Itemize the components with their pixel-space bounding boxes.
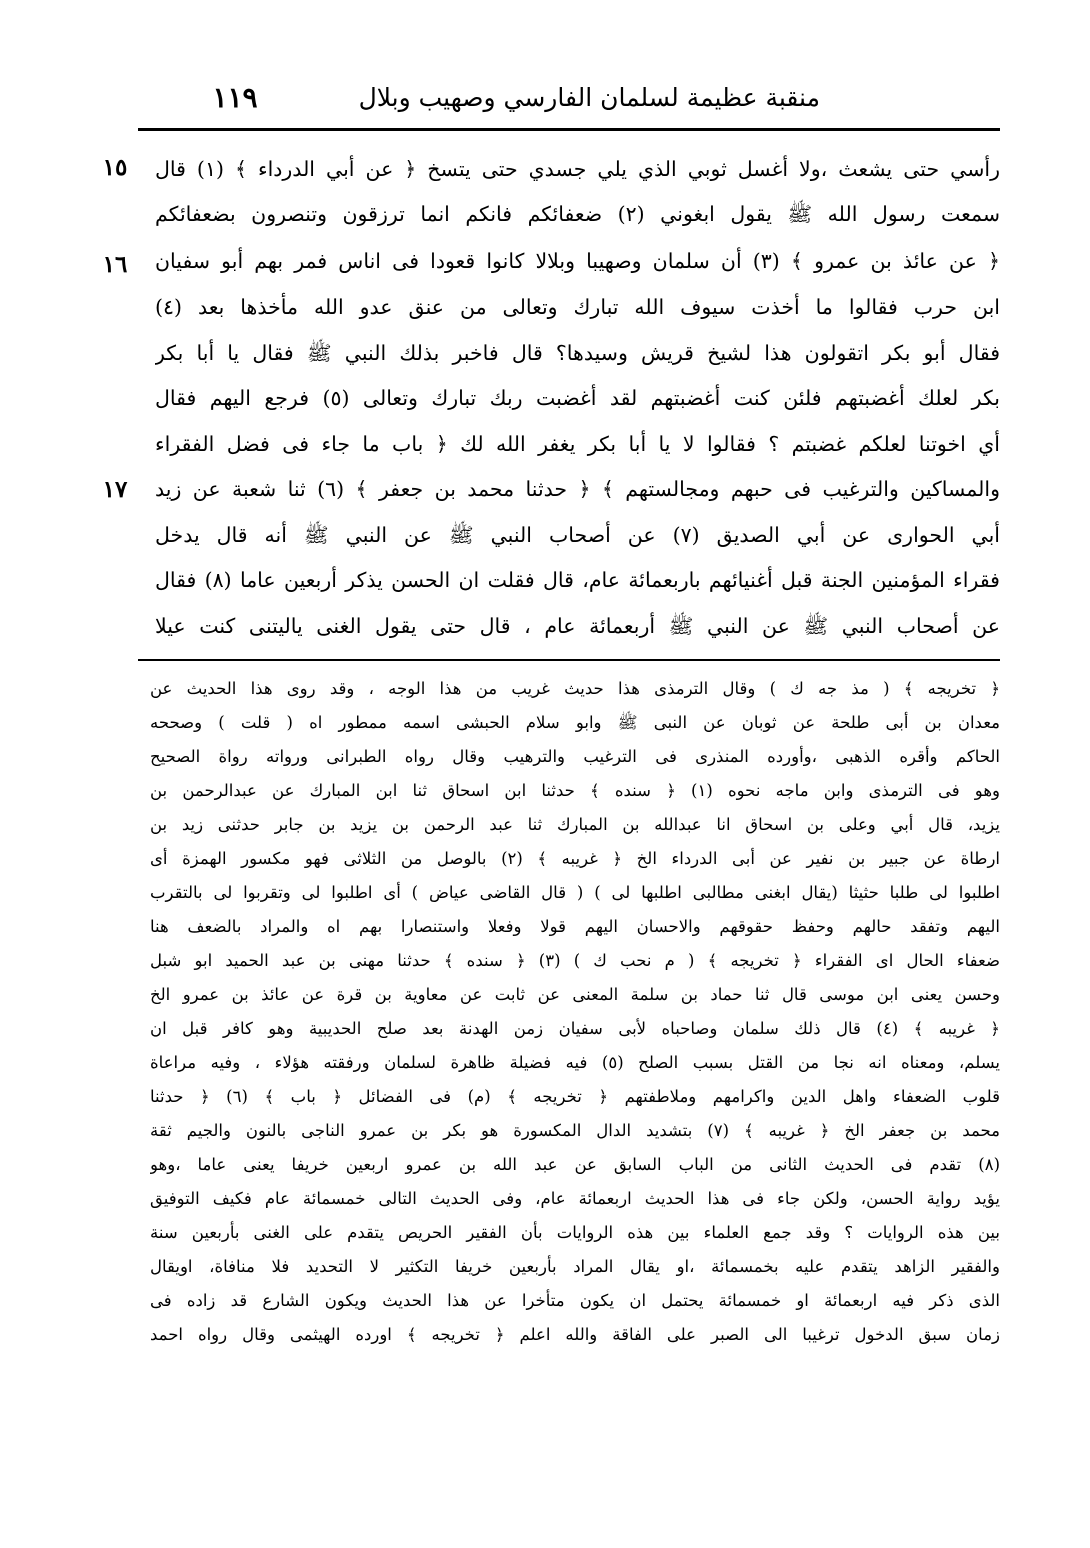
- page-number: ١١٩: [212, 81, 258, 114]
- footnote-line: يؤيد رواية الحسن، ولكن جاء فى هذا الحديث اربعمائة عام، وفى الحديث التالى خمسمائة عام فكيف التوفيق: [150, 1189, 1000, 1208]
- footnote-line: وحسن يعنى ابن موسى قال ثنا حماد بن سلمة المعنى عن ثابت عن معاوية بن قرة عن عائذ بن عمرو الخ: [150, 985, 1000, 1004]
- footnote-line: ارطاة عن جبير بن نفير عن أبى الدرداء الخ ﴿ غريبه ﴾ (٢) بالوصل من الثلاثى فهو مكسور الهمزة أى: [150, 849, 1000, 868]
- footnote-line: الحاكم وأقره الذهبى ،وأورده المنذرى فى الترغيب والترهيب وقال رواه الطبرانى ورواته رواة الصحيح: [150, 747, 1000, 766]
- footnote-line: قلوب الضعفاء واهل الدين واكرامهم وملاطفتهم ﴿ تخريجه ﴾ (م) فى الفضائل ﴿ باب ﴾ (٦) ﴿ حدثنا: [150, 1087, 1000, 1106]
- main-text-line: فقراء المؤمنين الجنة قبل أغنيائهم باربعمائة عام، قال فقلت ان الحسن يذكر أربعين عاما (٨) فقال: [155, 568, 1000, 592]
- hadith-number-16: ١٦: [102, 251, 128, 278]
- main-text-line: أي اخوتنا لعلكم غضبتم ؟ فقالوا لا يا أبا بكر يغفر الله لك ﴿ باب ما جاء فى فضل الفقراء: [155, 432, 1000, 456]
- main-text-line: أبي الحوارى عن أبي الصديق (٧) عن أصحاب النبي ﷺ عن النبي ﷺ أنه قال يدخل: [155, 523, 1000, 547]
- main-text-line: سمعت رسول الله ﷺ يقول ابغوني (٢) ضعفائكم فانكم انما ترزقون وتنصرون بضعفائكم: [155, 202, 1000, 226]
- footnote-line: بين هذه الروايات ؟ وقد جمع العلماء بين هذه الروايات بأن الفقير الحريص يتقدم على الغنى بأربعين سنة: [150, 1223, 1000, 1242]
- footnote-line: زمان سبق الدخول ترغيبا الى الصبر على الفاقة والله اعلم ﴿ تخريجه ﴾ اورده الهيثمى وقال رواه احمد: [150, 1325, 1000, 1344]
- header-rule: [138, 128, 1000, 131]
- footnote-line: وهو فى الترمذى وابن ماجه نحوه (١) ﴿ سنده ﴾ حدثنا ابن اسحاق ثنا ابن المبارك عن عبدالرحمن بن: [150, 781, 1000, 800]
- main-text-line: عن أصحاب النبي ﷺ عن النبي ﷺ أربعمائة عام ، قال حتى يقول الغنى ياليتنى كنت عيلا: [155, 614, 1000, 638]
- footnote-line: ضعفاء الحال اى الفقراء ﴿ تخريجه ﴾ ( م نحب ك ) (٣) ﴿ سنده ﴾ حدثنا مهنى بن عبد الحميد ابو شبل: [150, 951, 1000, 970]
- footnote-line: (٨) تقدم فى الحديث الثانى من الباب السابق عن عبد الله بن عمرو اربعين خريفا يعنى عاما ،وهو: [150, 1155, 1000, 1174]
- main-text-line: رأسي حتى يشعث ،ولا أغسل ثوبي الذي يلي جسدي حتى يتسخ ﴿ عن أبي الدرداء ﴾ (١) قال: [155, 157, 1000, 181]
- footnote-line: والفقير الزاهد يتقدم عليه بخمسمائة ،او يقال المراد بأربعين خريفا التكثير لا التحديد فلا منافاة، اويقال: [150, 1257, 1000, 1276]
- footnote-line: اطلبوا لى طلبا حثيثا (يقال ابغنى مطالبى اطلبها لى ) ( قال القاضى عياض ) أى اطلبوا لى وتقربوا لى بالتقرب: [150, 883, 1000, 902]
- main-text-line: والمساكين والترغيب فى حبهم ومجالستهم ﴾ ﴿ حدثنا محمد بن جعفر ﴾ (٦) ثنا شعبة عن زيد: [155, 477, 1000, 501]
- footnote-line: اليهم وتفقد حالهم وحفظ حقوقهم والاحسان اليهم قولا وفعلا واستنصارا بهم اه والمراد بالضعف هنا: [150, 917, 1000, 936]
- footnote-line: معدان بن أبى طلحة عن ثوبان عن النبى ﷺ وابو سلام الحبشى اسمه ممطور اه ( قلت ) وصححه: [150, 713, 1000, 732]
- footnote-line: يسلم، ومعناه انه نجا من القتل بسبب الصلح (٥) فيه فضيلة ظاهرة لسلمان ورفقته هؤلاء ، وفيه مراعاة: [150, 1053, 1000, 1072]
- hadith-number-17: ١٧: [102, 476, 128, 503]
- main-text-line: ابن حرب فقالوا ما أخذت سيوف الله تبارك وتعالى من عنق عدو الله مأخذها بعد (٤): [155, 295, 1000, 319]
- footnote-separator: [138, 659, 1000, 661]
- footnote-line: يزيد، قال أبي وعلى بن اسحاق انا عبدالله بن المبارك ثنا عبد الرحمن بن يزيد بن جابر حدثنى زيد بن: [150, 815, 1000, 834]
- footnote-line: ﴿ غريبه ﴾ (٤) قال ذلك سلمان وصاحباه لأبى سفيان زمن الهدنة بعد صلح الحديبية وهو كافر قبل ان: [150, 1019, 1000, 1038]
- footnote-line: الذى ذكر فيه اربعمائة او خمسمائة يحتمل ان يكون متأخرا عن هذا الحديث ويكون الشارع قد زاده فى: [150, 1291, 1000, 1310]
- main-text-line: ﴿ عن عائذ بن عمرو ﴾ (٣) أن سلمان وصهيبا وبلالا كانوا قعودا فى اناس فمر بهم أبو سفيان: [155, 249, 1000, 273]
- main-text-line: بكر لعلك أغضبتهم فلئن كنت أغضبتهم لقد أغضبت ربك تبارك وتعالى (٥) فرجع اليهم فقال: [155, 386, 1000, 410]
- footnote-line: ﴿ تخريجه ﴾ ( مذ جه ك ) وقال الترمذى هذا حديث غريب من هذا الوجه ، وقد روى هذا الحديث عن: [150, 679, 1000, 698]
- running-header-title: منقبة عظيمة لسلمان الفارسي وصهيب وبلال: [358, 83, 820, 112]
- footnote-line: محمد بن جعفر الخ ﴿ غريبه ﴾ (٧) بتشديد الدال المكسورة هو بكر بن عمرو الناجى بالنون والجيم ثقة: [150, 1121, 1000, 1140]
- hadith-number-15: ١٥: [102, 154, 128, 181]
- main-text-line: فقال أبو بكر اتقولون هذا لشيخ قريش وسيدها؟ قال فاخبر بذلك النبي ﷺ فقال يا أبا بكر: [155, 341, 1000, 365]
